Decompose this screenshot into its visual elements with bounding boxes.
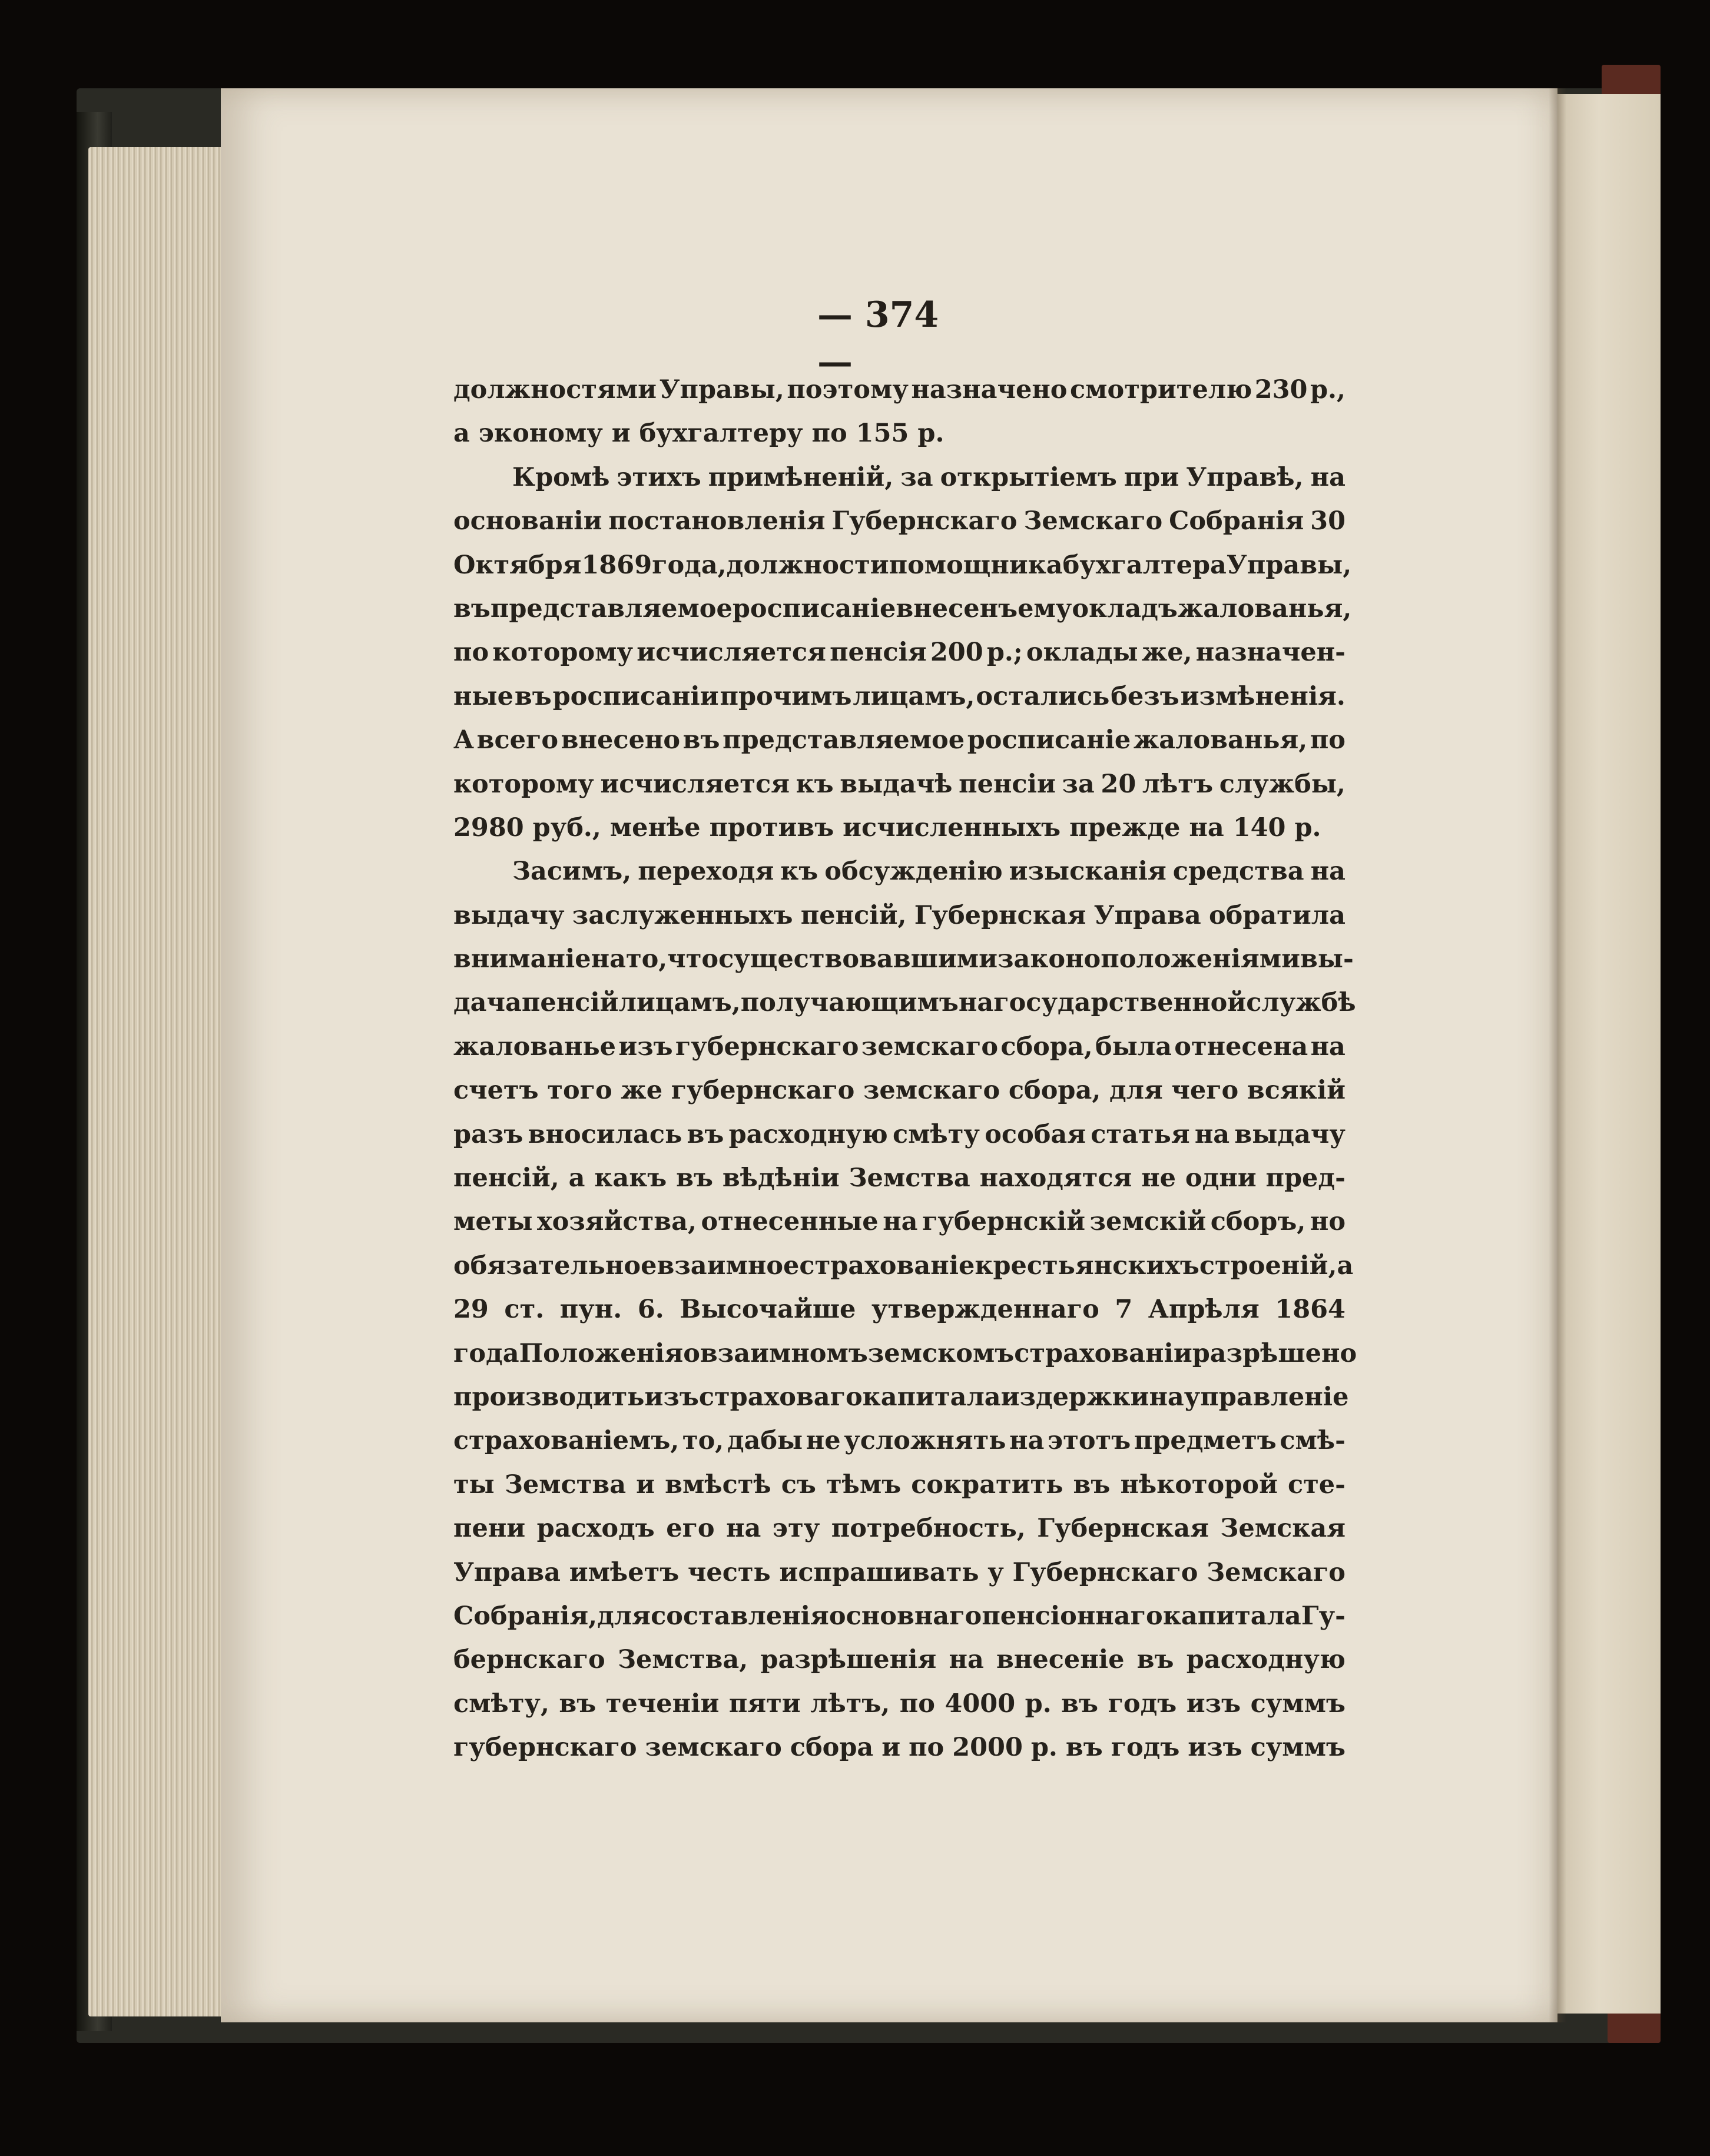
- word: по: [453, 638, 489, 668]
- word: Земства: [849, 1163, 970, 1193]
- word: съ: [781, 1470, 816, 1500]
- word: управленіе: [1184, 1382, 1349, 1412]
- word: то,: [682, 1426, 724, 1456]
- word: существовавшими: [718, 944, 998, 974]
- text-line: [453, 894, 1346, 937]
- text-line: [453, 981, 1356, 1024]
- word: безъ: [1111, 681, 1179, 711]
- word: ст.: [504, 1295, 545, 1325]
- word: р.,: [1310, 375, 1346, 404]
- word: страхованіи: [1014, 1338, 1192, 1368]
- word: и: [636, 1470, 655, 1500]
- text-line: [453, 1682, 1346, 1726]
- word: и: [881, 1733, 901, 1763]
- word: Управы,: [1226, 550, 1352, 580]
- word: тѣмъ: [826, 1470, 902, 1500]
- word: земскаго: [861, 1031, 999, 1062]
- word: на: [726, 1514, 761, 1544]
- word: представляемое: [490, 593, 733, 623]
- word: на: [1009, 1426, 1045, 1456]
- word: а: [568, 1163, 585, 1193]
- word: по: [909, 1733, 945, 1763]
- word: земскій: [1089, 1207, 1207, 1237]
- word: въ: [1073, 1470, 1111, 1500]
- text-line: [453, 1156, 1346, 1200]
- word: губернскій: [922, 1207, 1085, 1237]
- word: обратила: [1208, 900, 1346, 930]
- text-line: [453, 1332, 1357, 1375]
- word: изъ: [618, 1031, 673, 1062]
- word: года: [453, 1338, 519, 1368]
- word: Земская: [1220, 1514, 1346, 1544]
- page-edges: [88, 147, 224, 2016]
- text-line: [453, 718, 1346, 762]
- word: сбора: [790, 1733, 874, 1763]
- word: законоположеніями: [998, 944, 1300, 974]
- word: Губернская: [914, 900, 1086, 930]
- word: для: [597, 1601, 651, 1631]
- word: сбора,: [1008, 1076, 1101, 1106]
- word: разъ: [453, 1119, 523, 1149]
- word: на: [1310, 857, 1346, 887]
- word: капитала: [1162, 1601, 1301, 1631]
- word: р.: [1025, 1689, 1052, 1719]
- word: расходную: [1186, 1645, 1346, 1675]
- word: не: [1141, 1163, 1177, 1193]
- text-line: [453, 1726, 1346, 1769]
- word: 2000: [952, 1733, 1023, 1763]
- page-text: [453, 368, 1357, 1770]
- word: у: [987, 1557, 1004, 1587]
- word: на: [1310, 462, 1346, 492]
- word: же,: [1141, 638, 1192, 668]
- word: 7: [1115, 1295, 1133, 1325]
- text-line: [453, 1113, 1346, 1156]
- word: по: [899, 1689, 935, 1719]
- page-gutter: [1549, 88, 1566, 2022]
- word: основаніи: [453, 506, 602, 536]
- word: вѣдѣніи: [722, 1163, 840, 1193]
- text-line: [453, 1244, 1354, 1288]
- word: которому: [492, 638, 634, 668]
- word: за: [1062, 769, 1095, 799]
- word: средства: [1172, 857, 1304, 887]
- text-line: [453, 587, 1352, 631]
- word: вносилась: [528, 1119, 682, 1149]
- word: земскаго: [863, 1076, 1000, 1106]
- word: р.;: [986, 638, 1023, 668]
- word: въ: [1065, 1733, 1103, 1763]
- word: Управы,: [659, 375, 784, 404]
- word: бухгалтера: [1062, 550, 1227, 580]
- word: исчисляется: [600, 769, 790, 799]
- word: въ: [687, 1119, 724, 1149]
- word: росписаніе: [967, 725, 1131, 755]
- word: отнесена: [1174, 1031, 1308, 1062]
- word: постановленія: [608, 506, 826, 536]
- word: усложнять: [844, 1426, 1006, 1456]
- word: изъ: [644, 1382, 699, 1412]
- word: въ: [1136, 1645, 1174, 1675]
- word: капитала: [862, 1382, 1001, 1412]
- word: при: [1124, 462, 1179, 492]
- word: росписаніи: [552, 681, 719, 711]
- word: суммъ: [1250, 1733, 1346, 1763]
- word: пенсіи: [959, 769, 1056, 799]
- word: лицамъ,: [853, 681, 975, 711]
- word: теченіи: [605, 1689, 720, 1719]
- word: была: [1095, 1031, 1172, 1062]
- text-line: [453, 1419, 1346, 1462]
- word: Засимъ,: [512, 857, 632, 887]
- text-line: [453, 1551, 1346, 1594]
- text-line: [453, 543, 1352, 587]
- word: лѣтъ,: [810, 1689, 890, 1719]
- word: чего: [1171, 1076, 1239, 1106]
- word: жалованья,: [1133, 725, 1308, 755]
- word: того: [547, 1076, 612, 1106]
- word: же: [621, 1076, 663, 1106]
- word: хозяйства,: [537, 1207, 697, 1237]
- word: 200: [930, 638, 983, 668]
- word: Управа: [1093, 900, 1201, 930]
- word: года,: [652, 550, 727, 580]
- word: не: [806, 1426, 841, 1456]
- word: годъ: [1108, 1689, 1177, 1719]
- word: губернскаго: [671, 1076, 855, 1106]
- word: основнаго: [829, 1601, 982, 1631]
- word: предметъ: [1134, 1426, 1277, 1456]
- word: меты: [453, 1207, 533, 1237]
- word: расходную: [728, 1119, 888, 1149]
- text-line: [453, 806, 1346, 850]
- word: Высочайше: [680, 1295, 856, 1325]
- word: его: [666, 1514, 715, 1544]
- word: взаимномъ: [700, 1338, 868, 1368]
- word: Апрѣля: [1148, 1295, 1260, 1325]
- word: получающимъ: [740, 988, 959, 1018]
- word: оклады: [1026, 638, 1138, 668]
- text-line: [453, 499, 1346, 543]
- word: дача: [453, 988, 522, 1018]
- facing-page-edge: [1557, 94, 1661, 2014]
- word: выдачу: [453, 900, 565, 930]
- word: производить: [453, 1382, 645, 1412]
- word: сбора,: [1000, 1031, 1093, 1062]
- word: обсужденію: [824, 857, 1003, 887]
- word: 4000: [945, 1689, 1016, 1719]
- word: Управа: [453, 1557, 561, 1587]
- word: для: [1109, 1076, 1163, 1106]
- word: пенсій,: [453, 1163, 559, 1193]
- word: въ: [682, 725, 720, 755]
- text-line: [453, 1288, 1346, 1331]
- word: 30: [1310, 506, 1346, 536]
- word: счетъ: [453, 1076, 539, 1106]
- word: должности: [726, 550, 889, 580]
- word: пенсіоннаго: [982, 1601, 1163, 1631]
- word: росписаніе: [732, 593, 896, 623]
- word: какъ: [594, 1163, 667, 1193]
- word: Земскаго: [1207, 1557, 1346, 1587]
- word: на: [883, 1207, 918, 1237]
- word: службѣ: [1246, 988, 1356, 1018]
- word: сте-: [1287, 1470, 1346, 1500]
- text-line: [453, 1025, 1346, 1069]
- word: переходя: [638, 857, 774, 887]
- word: ные: [453, 681, 513, 711]
- word: р.: [1030, 1733, 1058, 1763]
- text-line: [453, 1594, 1346, 1638]
- word: А: [453, 725, 475, 755]
- word: Собранія: [1169, 506, 1304, 536]
- word: 230: [1254, 375, 1308, 404]
- word: 20: [1101, 769, 1136, 799]
- word: пенсій: [521, 988, 619, 1018]
- word: внесено: [561, 725, 681, 755]
- word: этихъ: [617, 462, 701, 492]
- word: эту: [772, 1514, 820, 1544]
- word: страхованіемъ,: [453, 1426, 680, 1456]
- word: на: [949, 1645, 984, 1675]
- text-line: [453, 1638, 1346, 1681]
- word: Положенія: [519, 1338, 684, 1368]
- word: нѣкоторой: [1120, 1470, 1278, 1500]
- word: выдачу: [1234, 1119, 1346, 1149]
- word: страхованіе: [799, 1251, 975, 1281]
- word: поэтому: [787, 375, 909, 404]
- word: на: [958, 988, 994, 1018]
- word: представляемое: [723, 725, 965, 755]
- word: взаимное: [657, 1251, 800, 1281]
- word: назначено: [911, 375, 1068, 404]
- cover-corner-top: [1602, 65, 1661, 97]
- word: за: [900, 462, 933, 492]
- word: Земскаго: [1023, 506, 1163, 536]
- word: Губернскаго: [831, 506, 1018, 536]
- word: Гу-: [1301, 1601, 1346, 1631]
- word: суммъ: [1250, 1689, 1346, 1719]
- word: изысканія: [1009, 857, 1166, 887]
- word: смѣ-: [1280, 1426, 1346, 1456]
- word: заслуженныхъ: [572, 900, 793, 930]
- word: земскомъ: [867, 1338, 1015, 1368]
- word: а: [1337, 1251, 1354, 1281]
- word: что: [667, 944, 719, 974]
- word: Управѣ,: [1186, 462, 1304, 492]
- line-text: 2980 руб., менѣе противъ исчисленныхъ прежде на 140 р.: [453, 812, 1321, 843]
- word: расходъ: [536, 1514, 655, 1544]
- word: Октября: [453, 550, 582, 580]
- text-line: [453, 1507, 1346, 1550]
- word: на: [591, 944, 626, 974]
- word: къ: [796, 769, 834, 799]
- word: издержки: [1000, 1382, 1149, 1412]
- word: пред-: [1265, 1163, 1346, 1193]
- word: статья: [1091, 1119, 1190, 1149]
- word: губернскаго: [675, 1031, 859, 1062]
- word: всякій: [1247, 1076, 1346, 1106]
- word: вниманіе: [453, 944, 591, 974]
- page-number: — 374 —: [817, 294, 939, 383]
- word: жалованья,: [1177, 593, 1352, 623]
- line-text: а эконому и бухгалтеру по 155 р.: [453, 419, 945, 449]
- word: пенсій,: [800, 900, 907, 930]
- word: смотрителю: [1069, 375, 1252, 404]
- word: Губернская: [1037, 1514, 1209, 1544]
- word: помощника: [889, 550, 1063, 580]
- word: въ: [453, 593, 491, 623]
- word: смѣту: [893, 1119, 980, 1149]
- text-line: [453, 456, 1346, 499]
- word: выдачѣ: [840, 769, 953, 799]
- word: должностями: [453, 375, 657, 404]
- word: измѣненія.: [1180, 681, 1346, 711]
- word: страховаго: [698, 1382, 863, 1412]
- text-line: [453, 675, 1346, 718]
- word: остались: [976, 681, 1110, 711]
- word: въ: [559, 1689, 596, 1719]
- text-line: [453, 368, 1346, 412]
- text-line: [453, 1200, 1346, 1243]
- word: исчисляется: [637, 638, 826, 668]
- word: дабы: [727, 1426, 803, 1456]
- word: составленія: [651, 1601, 829, 1631]
- word: ты: [453, 1470, 495, 1500]
- text-line: [453, 631, 1346, 674]
- word: разрѣшено: [1192, 1338, 1357, 1368]
- word: Кромѣ: [512, 462, 610, 492]
- word: этотъ: [1048, 1426, 1131, 1456]
- word: честь: [687, 1557, 771, 1587]
- word: назначен-: [1195, 638, 1346, 668]
- word: потребность,: [831, 1514, 1026, 1544]
- word: сборъ,: [1210, 1207, 1306, 1237]
- word: находятся: [979, 1163, 1132, 1193]
- word: открытіемъ: [940, 462, 1117, 492]
- word: прочимъ: [720, 681, 852, 711]
- word: о: [683, 1338, 700, 1368]
- word: Губернскаго: [1012, 1557, 1198, 1587]
- word: губернскаго: [453, 1733, 637, 1763]
- word: одни: [1185, 1163, 1257, 1193]
- word: Земства,: [617, 1645, 748, 1675]
- word: въ: [514, 681, 552, 711]
- word: въ: [676, 1163, 714, 1193]
- word: годъ: [1111, 1733, 1180, 1763]
- text-line: [453, 1375, 1349, 1419]
- word: обязательное: [453, 1251, 657, 1281]
- word: пяти: [728, 1689, 801, 1719]
- word: 1869: [581, 550, 652, 580]
- word: сократить: [911, 1470, 1063, 1500]
- word: отнесенные: [701, 1207, 879, 1237]
- word: пенсія: [830, 638, 927, 668]
- word: государственной: [993, 988, 1247, 1018]
- word: изъ: [1186, 1689, 1241, 1719]
- word: ему: [1018, 593, 1072, 623]
- word: особая: [985, 1119, 1086, 1149]
- word: которому: [453, 769, 594, 799]
- text-line: [453, 937, 1354, 981]
- word: то,: [625, 944, 668, 974]
- word: крестьянскихъ: [975, 1251, 1199, 1281]
- word: пени: [453, 1514, 526, 1544]
- word: разрѣшенія: [760, 1645, 937, 1675]
- word: на: [1194, 1119, 1230, 1149]
- word: 6.: [637, 1295, 664, 1325]
- word: строеній,: [1199, 1251, 1337, 1281]
- text-line: [453, 1463, 1346, 1507]
- word: жалованье: [453, 1031, 617, 1062]
- word: вмѣстѣ: [665, 1470, 771, 1500]
- word: къ: [780, 857, 818, 887]
- word: 29: [453, 1295, 489, 1325]
- word: 1864: [1275, 1295, 1346, 1325]
- word: окладъ: [1072, 593, 1178, 623]
- word: примѣненій,: [708, 462, 894, 492]
- word: вы-: [1300, 944, 1354, 974]
- word: внесеніе: [996, 1645, 1125, 1675]
- word: имѣетъ: [569, 1557, 680, 1587]
- word: всего: [476, 725, 559, 755]
- word: но: [1310, 1207, 1346, 1237]
- word: службы,: [1219, 769, 1346, 799]
- text-line: [453, 412, 1346, 455]
- word: бернскаго: [453, 1645, 605, 1675]
- word: на: [1310, 1031, 1346, 1062]
- word: смѣту,: [453, 1689, 549, 1719]
- text-line: [453, 1069, 1346, 1112]
- word: пун.: [559, 1295, 622, 1325]
- word: испрашивать: [779, 1557, 979, 1587]
- word: лицамъ,: [618, 988, 741, 1018]
- word: лѣтъ: [1142, 769, 1214, 799]
- word: внесенъ: [896, 593, 1018, 623]
- word: по: [1310, 725, 1346, 755]
- text-line: [453, 850, 1346, 893]
- word: утвержденнаго: [871, 1295, 1099, 1325]
- word: на: [1149, 1382, 1184, 1412]
- word: въ: [1061, 1689, 1099, 1719]
- word: Собранія,: [453, 1601, 598, 1631]
- word: Земства: [504, 1470, 627, 1500]
- word: изъ: [1188, 1733, 1242, 1763]
- text-line: [453, 762, 1346, 806]
- word: земскаго: [645, 1733, 782, 1763]
